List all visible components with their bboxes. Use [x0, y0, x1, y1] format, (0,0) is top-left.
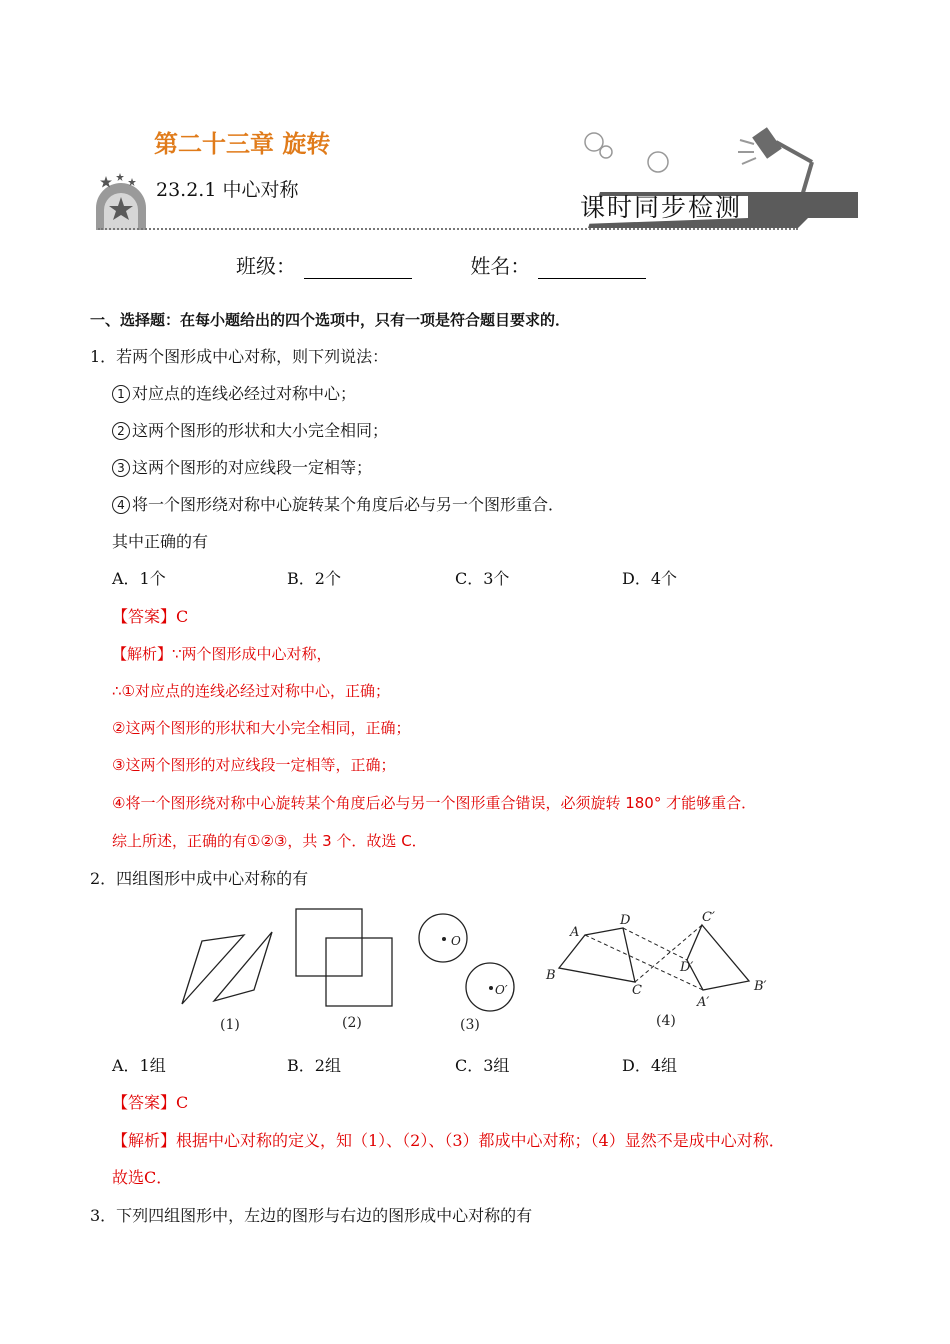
q2-figure	[170, 905, 790, 1035]
student-info	[236, 250, 646, 279]
point-c-prime-label: C′	[702, 910, 715, 925]
figure-2-squares	[296, 909, 392, 1006]
q1-answer: 【答案】C	[112, 607, 189, 626]
name-field[interactable]	[538, 258, 646, 279]
figure-4-dashed-lines	[585, 925, 703, 990]
statement-text: 这两个图形的形状和大小完全相同；	[132, 421, 389, 440]
point-o-prime-label: O′	[495, 983, 508, 997]
q1-option-b[interactable]: B．2个	[287, 569, 341, 588]
figure-3-label: (3)	[460, 1017, 480, 1033]
class-label: 班级：	[236, 254, 296, 278]
q2-analysis-line: 故选C．	[112, 1168, 173, 1187]
q1-analysis-line: ②这两个图形的形状和大小完全相同，正确；	[112, 719, 411, 737]
point-a-prime-label: A′	[697, 995, 710, 1010]
q2-option-b[interactable]: B．2组	[287, 1056, 341, 1075]
q1-option-d[interactable]: D．4个	[622, 569, 678, 588]
q1-statement	[112, 458, 372, 478]
q3-stem: 3．下列四组图形中，左边的图形与右边的图形成中心对称的有	[90, 1206, 533, 1225]
circled-number: 4	[112, 496, 130, 514]
q2-stem: 2．四组图形中成中心对称的有	[90, 869, 309, 888]
figure-2-label: (2)	[342, 1015, 362, 1031]
figure-1-triangles	[182, 932, 272, 1004]
q1-option-a[interactable]: A．1个	[112, 569, 166, 588]
q1-statement	[112, 384, 356, 404]
point-b-label: B	[546, 968, 556, 983]
point-d-prime-label: D′	[680, 960, 694, 975]
point-a-label: A	[570, 925, 580, 940]
circled-number: 1	[112, 385, 130, 403]
point-d-label: D	[620, 913, 631, 928]
point-b-prime-label: B′	[754, 979, 767, 994]
class-field[interactable]	[304, 258, 412, 279]
star-badge-logo	[92, 172, 154, 234]
q2-analysis-line: 【解析】根据中心对称的定义，知（1）、（2）、（3）都成中心对称；（4）显然不是成中心对称．	[112, 1131, 785, 1150]
q1-analysis-line: ∴①对应点的连线必经过对称中心，正确；	[112, 682, 390, 700]
banner-title: 课时同步检测	[580, 193, 743, 222]
q1-statement	[112, 421, 388, 441]
chapter-title: 第二十三章 旋转	[154, 130, 331, 158]
q1-prompt: 其中正确的有	[112, 532, 209, 551]
q1-statement	[112, 495, 564, 515]
q1-stem: 1．若两个图形成中心对称，则下列说法：	[90, 347, 389, 366]
desk-lamp-icon	[732, 118, 822, 198]
q2-option-d[interactable]: D．4组	[622, 1056, 678, 1075]
q2-option-a[interactable]: A．1组	[112, 1056, 166, 1075]
header	[0, 0, 950, 240]
q1-analysis-line: 【解析】∵两个图形成中心对称，	[112, 645, 332, 663]
section-heading: 一、选择题：在每小题给出的四个选项中，只有一项是符合题目要求的．	[90, 311, 571, 329]
figure-4-label: (4)	[656, 1013, 676, 1029]
circled-number: 3	[112, 459, 130, 477]
bubble-decoration	[578, 128, 678, 178]
statement-text: 对应点的连线必经过对称中心；	[132, 384, 357, 403]
q1-analysis-line: ④将一个图形绕对称中心旋转某个角度后必与另一个图形重合错误，必须旋转 180° 才能够重合．	[112, 794, 757, 812]
q1-analysis-line: ③这两个图形的对应线段一定相等，正确；	[112, 756, 396, 774]
statement-text: 这两个图形的对应线段一定相等；	[132, 458, 373, 477]
figure-1-label: (1)	[220, 1017, 240, 1033]
point-o-label: O	[451, 934, 461, 948]
figure-4-quadrilaterals	[559, 925, 749, 990]
section-title: 23.2.1 中心对称	[156, 179, 299, 201]
q2-option-c[interactable]: C．3组	[455, 1056, 510, 1075]
point-c-label: C	[632, 983, 642, 998]
statement-text: 将一个图形绕对称中心旋转某个角度后必与另一个图形重合．	[132, 495, 565, 514]
q1-analysis-line: 综上所述，正确的有①②③，共 3 个．故选 C．	[112, 832, 427, 850]
circled-number: 2	[112, 422, 130, 440]
q2-answer: 【答案】C	[112, 1093, 189, 1112]
name-label: 姓名：	[470, 254, 531, 278]
q1-option-c[interactable]: C．3个	[455, 569, 510, 588]
